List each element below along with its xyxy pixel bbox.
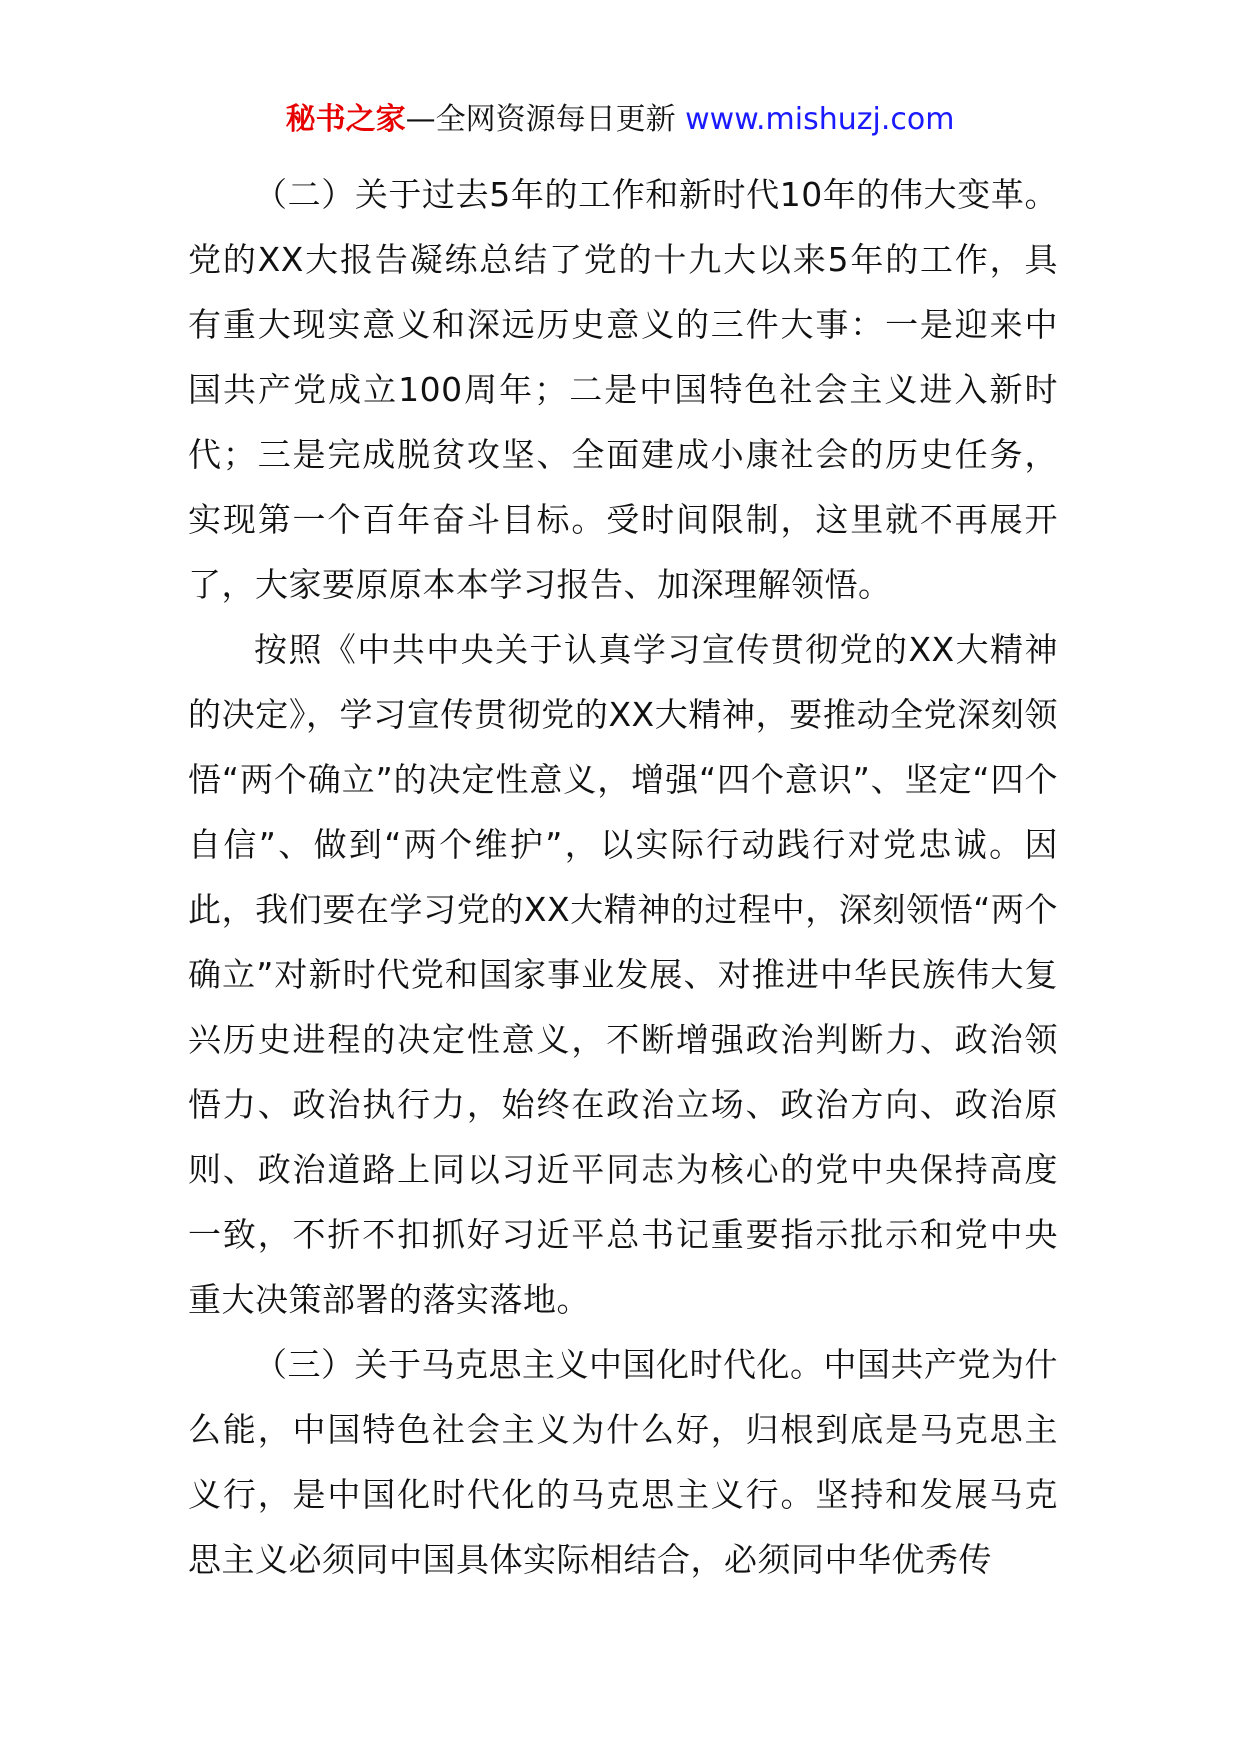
page-header — [0, 100, 1240, 140]
document-body — [188, 162, 1058, 1592]
brand-name: 秘书之家 — [285, 102, 406, 137]
header-tagline: —全网资源每日更新 — [405, 102, 676, 137]
paragraph-section-two: （二）关于过去5年的工作和新时代10年的伟大变革。党的XX大报告凝练总结了党的十九大以来5年的工作，具有重大现实意义和深远历史意义的三件大事：一是迎来中国共产党成立100周年；二是中国特色社会主义进入新时代；三是完成脱贫攻坚、全面建成小康社会的历史任务，实现第一个百年奋斗目标。受时间限制，这里就不再展开了，大家要原原本本学习报告、加深理解领悟。 — [188, 175, 1058, 604]
website-link[interactable]: www.mishuzj.com — [685, 102, 955, 137]
paragraph-section-three: （三）关于马克思主义中国化时代化。中国共产党为什么能，中国特色社会主义为什么好，归根到底是马克思主义行，是中国化时代化的马克思主义行。坚持和发展马克思主义必须同中国具体实际相结合，必须同中华优秀传 — [188, 1345, 1058, 1579]
paragraph-decision: 按照《中共中央关于认真学习宣传贯彻党的XX大精神的决定》，学习宣传贯彻党的XX大精神，要推动全党深刻领悟“两个确立”的决定性意义，增强“四个意识”、坚定“四个自信”、做到“两个维护”，以实际行动践行对党忠诚。因此，我们要在学习党的XX大精神的过程中，深刻领悟“两个确立”对新时代党和国家事业发展、对推进中华民族伟大复兴历史进程的决定性意义，不断增强政治判断力、政治领悟力、政治执行力，始终在政治立场、政治方向、政治原则、政治道路上同以习近平同志为核心的党中央保持高度一致，不折不扣抓好习近平总书记重要指示批示和党中央重大决策部署的落实落地。 — [188, 630, 1058, 1319]
